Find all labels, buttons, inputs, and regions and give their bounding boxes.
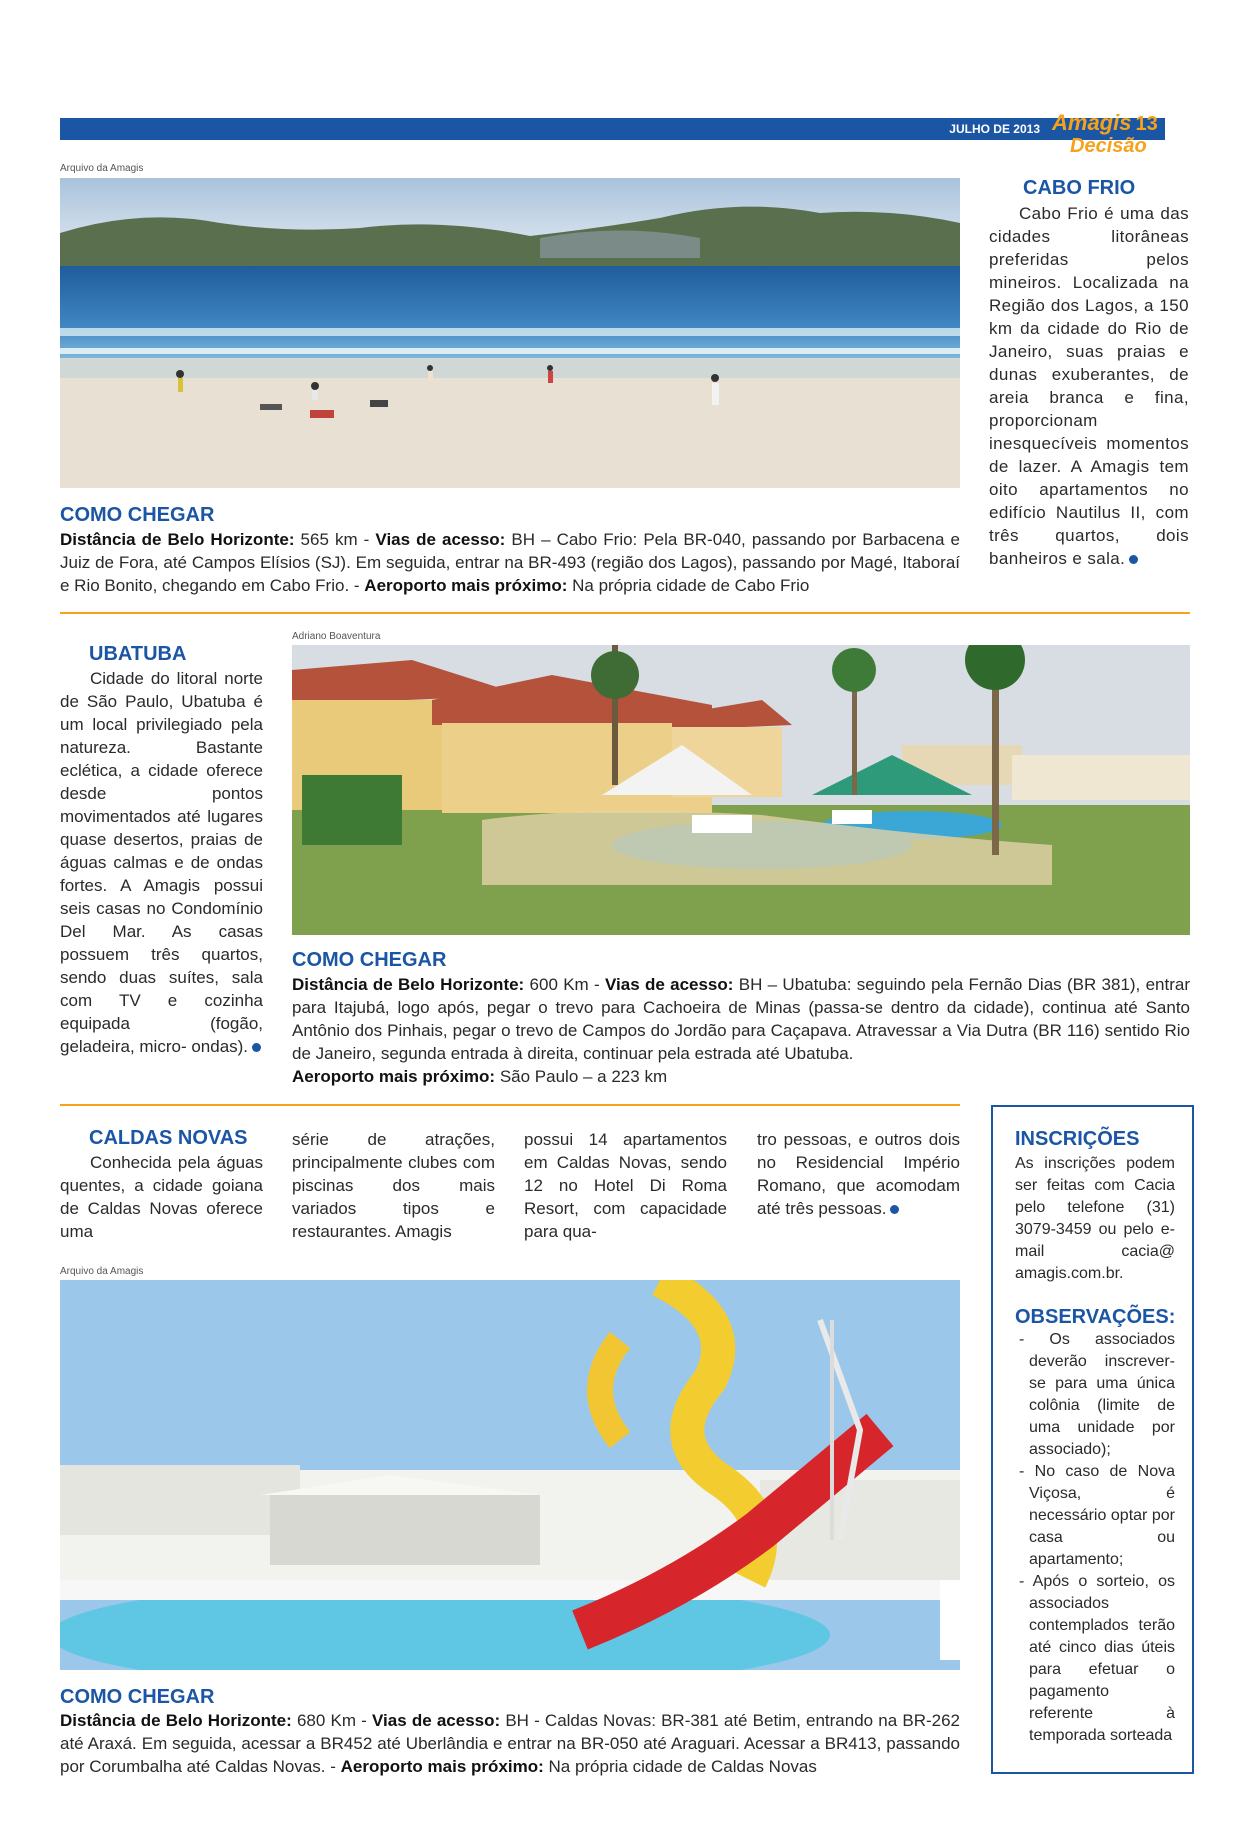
observacao-item: - Após o sorteio, os associados contemplados terão até cinco dias úteis para efetuar o pagamento referente à temporada sorteada — [1019, 1573, 1175, 1744]
observacao-item: - Os associados deverão inscrever-se para uma única colônia (limite de uma unidade por associado); — [1019, 1331, 1175, 1458]
ubatuba-como-chegar-text — [292, 973, 1190, 1088]
vias-label: Vias de acesso: — [375, 530, 506, 549]
caldas-novas-photo — [60, 1280, 960, 1670]
aero-value: Na própria cidade de Caldas Novas — [548, 1757, 817, 1776]
ubatuba-paragraph: Cidade do litoral norte de São Paulo, Ubatuba é um local privilegiado pela natureza. Bastante eclética, a cidade oferece desde pontos movimentados até lugares quase desertos, praias de águas calmas e de ondas fortes. A Amagis possui seis casas no Condomínio Del Mar. As casas possuem três quartos, sendo duas suítes, sala com TV e cozinha equipada (fogão, geladeira, micro- ondas). — [60, 669, 263, 1056]
vias-value: BH – Cabo Frio: Pela BR-040, passando por Barbacena e Juiz de Fora, até Campos Elísios (SJ). Em seguida, entrar na BR-493 (região dos Lagos), passando por Magé, Itaboraí e Rio Bonito, chegando em Cabo Frio. - — [60, 530, 960, 595]
ubatuba-photo — [292, 645, 1190, 935]
aero-label: Aeroporto mais próximo: — [340, 1757, 544, 1776]
observacoes-title: OBSERVAÇÕES: — [1015, 1306, 1176, 1328]
issue-date: JULHO DE 2013 — [949, 122, 1040, 136]
vias-value: BH – Ubatuba: seguindo pela Fernão Dias (BR 381), entrar para Itajubá, logo após, pegar o trevo para Cachoeira de Minas (passa-se dentro da cidade), continua até Santo Antônio dos Pinhais, pegar o trevo de Campos do Jordão para Caçapava. Atravessar a Via Dutra (BR 116) sentido Rio de Janeiro, segunda entrada à direita, continuar pela estrada até Ubatuba. — [292, 975, 1190, 1063]
brand-logo — [1052, 110, 1172, 159]
ubatuba-text — [60, 667, 263, 1058]
dist-value: 600 Km - — [529, 975, 600, 994]
cabo-frio-como-chegar-text — [60, 528, 960, 597]
section-divider — [60, 612, 1190, 614]
inscricoes-title: INSCRIÇÕES — [1015, 1128, 1140, 1150]
cabo-frio-como-chegar-title: COMO CHEGAR — [60, 504, 215, 526]
aero-value: Na própria cidade de Cabo Frio — [572, 576, 810, 595]
caldas-novas-col1: Conhecida pela águas quentes, a cidade goiana de Caldas Novas oferece uma — [60, 1153, 263, 1241]
photo-credit-caldas-novas: Arquivo da Amagis — [60, 1266, 144, 1277]
dist-label: Distância de Belo Horizonte: — [60, 530, 295, 549]
photo-credit-cabo-frio: Arquivo da Amagis — [60, 163, 144, 174]
vias-label: Vias de acesso: — [372, 1711, 501, 1730]
caldas-novas-col4 — [757, 1128, 960, 1220]
vias-label: Vias de acesso: — [605, 975, 734, 994]
observacao-item: - No caso de Nova Viçosa, é necessário optar por casa ou apartamento; — [1019, 1463, 1175, 1568]
cabo-frio-photo — [60, 178, 960, 488]
cabo-frio-title: CABO FRIO — [1023, 177, 1136, 199]
caldas-novas-col2: série de atrações, principalmente clubes com piscinas dos mais variados tipos e restaurantes. Amagis — [292, 1130, 495, 1241]
caldas-novas-como-chegar-title: COMO CHEGAR — [60, 1686, 215, 1708]
caldas-novas-col3: possui 14 apartamentos em Caldas Novas, sendo 12 no Hotel Di Roma Resort, com capacidade para qua- — [524, 1130, 727, 1241]
brand-bottom: Decisão — [1070, 135, 1147, 157]
info-box — [991, 1105, 1194, 1774]
dist-value: 680 Km - — [296, 1711, 367, 1730]
dist-value: 565 km - — [300, 530, 370, 549]
page-number: 13 — [1135, 113, 1158, 135]
brand-top: Amagis — [1052, 110, 1132, 135]
cabo-frio-paragraph: Cabo Frio é uma das cidades litorâneas preferidas pelos mineiros. Localizada na Região dos Lagos, a 150 km da cidade do Rio de Janeiro, suas praias e dunas exuberantes, de areia branca e fina, proporcionam inesquecíveis momentos de lazer. A Amagis tem oito apartamentos no edifício Nautilus II, com três quartos, dois banheiros e sala. — [989, 204, 1189, 568]
caldas-novas-title: CALDAS NOVAS — [89, 1127, 248, 1149]
caldas-novas-como-chegar-text — [60, 1709, 960, 1778]
ubatuba-title: UBATUBA — [89, 643, 187, 665]
end-mark-icon — [252, 1043, 261, 1052]
caldas-novas-col4-text: tro pessoas, e outros dois no Residencial Império Romano, que acomodam até três pessoas. — [757, 1130, 960, 1218]
aero-label: Aeroporto mais próximo: — [292, 1067, 496, 1086]
section-divider — [60, 1104, 960, 1106]
end-mark-icon — [1129, 555, 1138, 564]
cabo-frio-text — [989, 202, 1189, 570]
aero-value: São Paulo – a 223 km — [499, 1067, 668, 1086]
ubatuba-como-chegar-title: COMO CHEGAR — [292, 949, 447, 971]
inscricoes-text: As inscrições podem ser feitas com Cacia pelo telefone (31) 3079-3459 ou pelo e-mail cacia@ amagis.com.br. — [1015, 1155, 1175, 1282]
dist-label: Distância de Belo Horizonte: — [60, 1711, 292, 1730]
aero-label: Aeroporto mais próximo: — [364, 576, 568, 595]
photo-credit-ubatuba: Adriano Boaventura — [292, 631, 381, 642]
dist-label: Distância de Belo Horizonte: — [292, 975, 525, 994]
vias-value: BH - Caldas Novas: BR-381 até Betim, entrando na BR-262 até Araxá. Em seguida, acessar a BR452 até Uberlândia e entrar na BR-050 até Araguari. Acessar a BR413, passando por Corumbalha até Caldas Novas. - — [60, 1711, 960, 1776]
end-mark-icon — [890, 1205, 899, 1214]
